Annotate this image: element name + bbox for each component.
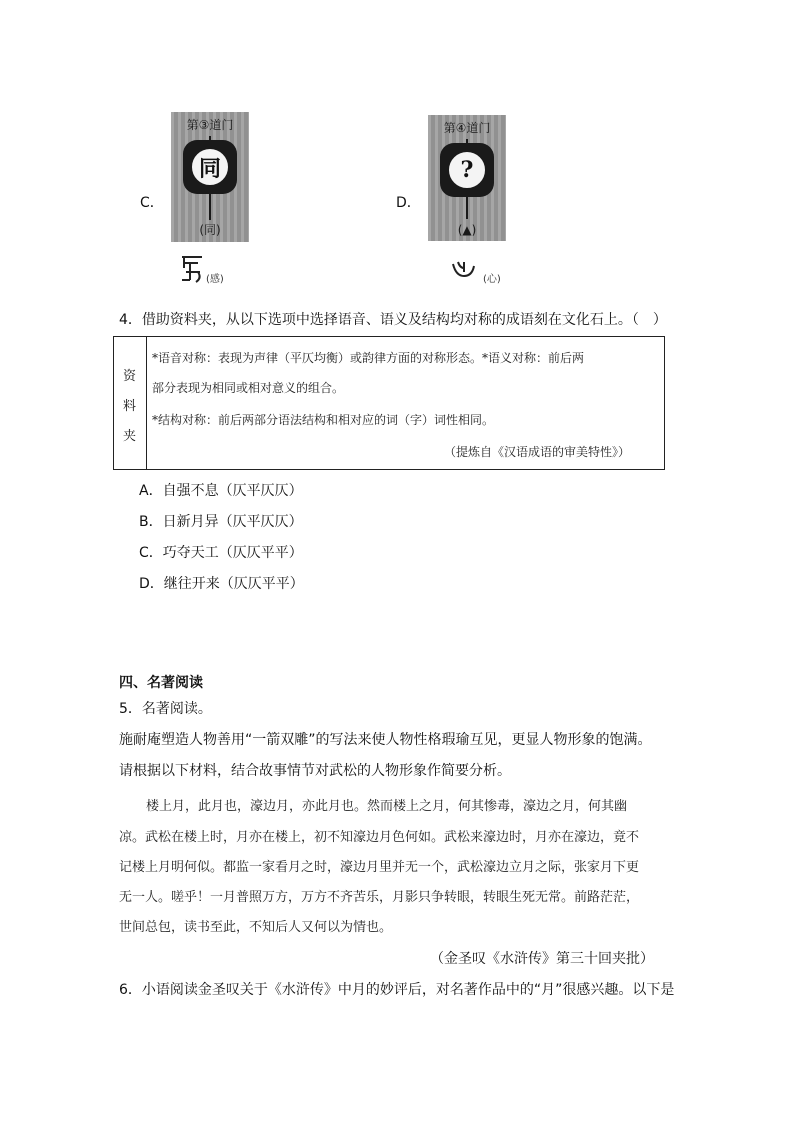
q4-option-a: A．自强不息（仄平仄仄） (139, 483, 303, 499)
material-line-3: *结构对称：前后两部分语法结构和相对应的词（字）词性相同。 (152, 413, 495, 427)
option-d-letter: D． (396, 195, 421, 211)
passage-line-2: 凉。武松在楼上时，月亦在楼上，初不知濠边月色何如。武松来濠边时，月亦在濠边，竟不 (119, 830, 640, 845)
door-3-medallion (183, 140, 237, 194)
door-4-image (428, 115, 506, 241)
question-5-intro: 施耐庵塑造人物善用“一箭双雕”的写法来使人物性格瑕瑜互见，更显人物形象的饱满。 (119, 732, 652, 748)
material-box-side (114, 337, 147, 469)
door-4-line-bottom (466, 197, 468, 219)
side-char-3: 夹 (123, 429, 137, 444)
door-4-glyph: ? (447, 150, 487, 190)
passage-line-1: 楼上月，此月也，濠边月，亦此月也。然而楼上之月，何其惨毒，濠边之月，何其幽 (146, 799, 628, 814)
question-5-instruction: 请根据以下材料，结合故事情节对武松的人物形象作简要分析。 (119, 763, 511, 779)
material-box (113, 336, 665, 470)
material-line-1: *语音对称：表现为声律（平仄均衡）或韵律方面的对称形态。*语义对称：前后两 (152, 351, 585, 365)
door-4-label: 第④道门 (443, 121, 491, 135)
passage-line-5: 世间总包，读书至此，不知后人又何以为情也。 (119, 920, 393, 935)
door-3-label: 第③道门 (186, 118, 234, 132)
section-heading: 四、名著阅读 (119, 675, 203, 691)
passage-source: （金圣叹《水浒传》第三十回夹批） (430, 951, 654, 967)
door-3-glyph: 同 (190, 147, 230, 187)
question-4-stem: 4．借助资料夹，从以下选项中选择语音、语义及结构均对称的成语刻在文化石上。（ ） (119, 312, 667, 328)
q4-option-b: B．日新月异（仄平仄仄） (139, 514, 303, 530)
material-line-2: 部分表现为相同或相对意义的组合。 (152, 381, 345, 395)
question-6-stem: 6．小语阅读金圣叹关于《水浒传》中月的妙评后，对名著作品中的“月”很感兴趣。以下是 (119, 982, 675, 998)
door-3-line-bottom (209, 194, 211, 220)
seal-script-glyph-gan (178, 254, 206, 291)
option-c-letter: C． (140, 195, 164, 211)
door-4-medallion (440, 143, 494, 197)
passage-line-4: 无一人。嗟乎！一月普照万方，万方不齐苦乐，月影只争转眼，转眼生死无常。前路茫茫， (119, 890, 640, 905)
seal-script-glyph-xin (450, 258, 478, 289)
seal-note-gan: (感) (206, 274, 224, 285)
seal-xin-icon (450, 258, 478, 282)
q4-option-d: D．继往开来（仄仄平平） (139, 576, 304, 592)
question-5-title: 5．名著阅读。 (119, 701, 212, 717)
passage-line-3: 记楼上月明何似。都监一家看月之时，濠边月里并无一个，武松濠边立月之际，张家月下更 (119, 860, 640, 875)
door-3-bottom-label: (同) (199, 223, 221, 237)
q4-option-c: C．巧夺天工（仄仄平平） (139, 545, 303, 561)
material-source: （提炼自《汉语成语的审美特性》） (444, 445, 631, 459)
door-4-bottom-label: (▲) (457, 223, 477, 237)
side-char-2: 料 (123, 399, 137, 414)
side-char-1: 资 (123, 369, 137, 384)
door-3-image (171, 112, 249, 242)
seal-gan-icon (178, 254, 206, 284)
seal-note-xin: (心) (483, 274, 501, 285)
